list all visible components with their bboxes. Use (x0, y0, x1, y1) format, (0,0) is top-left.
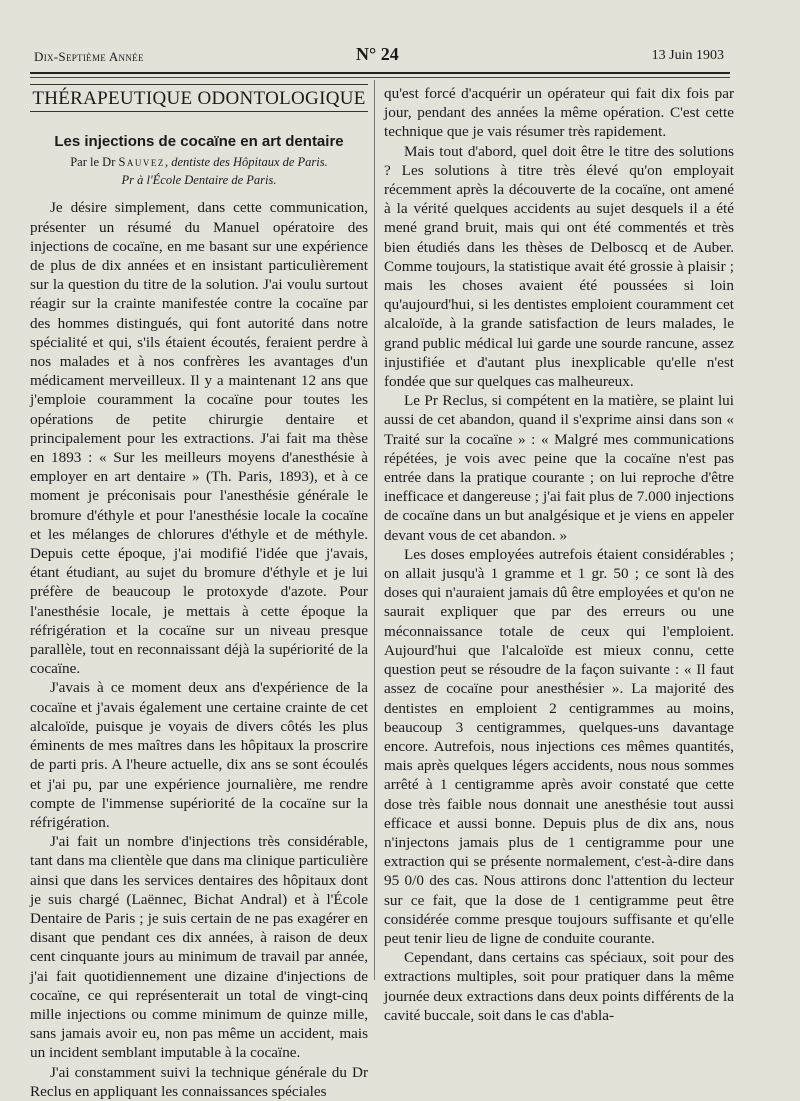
left-column (30, 84, 368, 1101)
left-paragraph: J'ai fait un nombre d'injections très considérable, tant dans ma clientèle que dans ma clinique particulière ainsi que dans les services dentaires des hôpitaux dont je suis chargé (Laënnec, Bichat Andral) et à l'École Dentaire de Paris ; je suis certain de ne pas exagérer en disant que pendant ces dix années, à raison de deux cent cinquante jours au minimum de travail par année, j'ai fait quotidiennement une dizaine d'injections de cocaïne, ce qui représenterait un total de vingt-cinq mille injections ou comme minimum de quinze mille, sans jamais avoir eu, non pas même un accident, mais un incident semblant imputable à la cocaïne. (30, 833, 368, 1062)
right-column (384, 84, 734, 1025)
right-paragraph: qu'est forcé d'acquérir un opérateur qui fait dix fois par jour, pendant des années la même opération. C'est cette technique que je vais résumer très rapidement. (384, 85, 734, 141)
section-title: THÉRAPEUTIQUE ODONTOLOGIQUE (30, 84, 368, 112)
header-issue-number: N° 24 (356, 44, 399, 64)
left-paragraph: J'avais à ce moment deux ans d'expérience de la cocaïne et j'avais également une certaine crainte de cet alcaloïde, puisque je voyais de divers côtés les plus éminents de mes maîtres dans les hôpitaux la proscrire de parti pris. A l'heure actuelle, dix ans se sont écoulés et j'ai pu, par une expérience journalière, me rendre compte de l'immense supériorité de la cocaïne sur la réfrigération. (30, 679, 368, 831)
author-role-secondary: Pr à l'École Dentaire de Paris. (121, 173, 277, 188)
author-role: , dentiste des Hôpitaux de Paris. (164, 155, 328, 170)
header-rule (30, 72, 730, 78)
article-title: Les injections de cocaïne en art dentaire (54, 133, 344, 151)
right-paragraph: Les doses employées autrefois étaient considérables ; on allait jusqu'à 1 gramme et 1 gr. 50 ; ce sont là des doses qui n'auraient jamais dû être employées et qu'on ne saurait expliquer que par des erreurs ou une méconnaissance totale de ceux qui l'emploient. Aujourd'hui que l'alcaloïde est mieux connu, cette question peut se résoudre de la façon suivante : « Il faut assez de cocaïne pour anesthésier ». La majorité des dentistes en emploient 2 centigrammes au moins, beaucoup 3 centigrammes, quelques-uns davantage encore. Autrefois, nous injections ces mêmes quantités, mais après quelques légers accidents, nous nous sommes arrêté à 1 centigramme après avoir constaté que cette dose très faible nous donnait une anesthésie tout aussi efficace et aussi bonne. Depuis plus de dix ans, nous n'injectons jamais plus de 1 centigramme pour une extraction qui se présente normalement, c'est-à-dire dans 95 0/0 des cas. Nous attirons donc l'attention du lecteur sur ce fait, que la dose de 1 centigramme peut être considérée comme presque toujours suffisante et qu'elle peut tenir lieu de ligne de conduite courante. (384, 545, 734, 947)
column-divider (374, 80, 375, 980)
left-paragraph: J'ai constamment suivi la technique générale du Dr Reclus en appliquant les connaissances spéciales (30, 1063, 368, 1100)
header-date: 13 Juin 1903 (651, 48, 724, 63)
left-paragraph: Je désire simplement, dans cette communication, présenter un résumé du Manuel opératoire des injections de cocaïne, en me basant sur une expérience de plus de dix années et en insistant particulièrement sur la question du titre de la solution. J'ai voulu surtout réagir sur la crainte manifestée contre la cocaïne par des hommes distingués, qui font autorité dans notre spécialité et qui, s'ils étaient écoutés, feraient perdre à nos malades et à nos confrères les avantages d'un médicament merveilleux. Il y a maintenant 12 ans que j'emploie couramment la cocaïne pour toutes les opérations de petite chirurgie dentaire et principalement pour les extractions. J'ai fait ma thèse en 1893 : « Sur les meilleurs moyens d'anesthésie à employer en art dentaire » (Th. Paris, 1893), et à ce moment je préconisais pour l'anesthésie générale le bromure d'éthyle et pour l'anesthésie locale la cocaïne et les mélanges de chlorures d'éthyle et de méthyle. Depuis cette époque, j'ai modifié l'idée que j'avais, étant étudiant, au sujet du bromure d'éthyle et je lui préfère de beaucoup le protoxyde d'azote. Pour l'anesthésie locale, je mettais à cette époque la réfrigération et la cocaïne sur un niveau presque parallèle, tout en reconnaissant déjà la supériorité de la cocaïne. (30, 199, 368, 678)
page-header (34, 44, 724, 68)
right-paragraph: Mais tout d'abord, quel doit être le titre des solutions ? Les solutions à titre très élevé qu'on employait récemment après la découverte de la cocaïne, ont amené à la vérité quelques accidents au sujet desquels il a été mené grand bruit, mais qui ont été commentés et très bien étudiés dans les thèses de Delboscq et de Auber. Comme toujours, la statistique avait été grossie à plaisir ; mais les choses avaient été poussées si loin qu'aujourd'hui, si les dentistes emploient couramment cet alcaloïde, à la grande satisfaction de leurs malades, le grand public médical lui garde une sourde rancune, assez injustifiée et d'autant plus inexplicable qu'elle n'est fondée que sur quelques cas malheureux. (384, 142, 734, 391)
byline-prefix: Par le Dr (70, 155, 116, 170)
header-volume: Dix-Septième Année (34, 49, 144, 64)
right-paragraph: Cependant, dans certains cas spéciaux, soit pour des extractions multiples, soit pour pratiquer dans la même journée deux extractions dans deux points différents de la cavité buccale, soit dans le cas d'abla- (384, 949, 734, 1024)
author-name: Sauvez (118, 155, 165, 170)
right-paragraph: Le Pr Reclus, si compétent en la matière, se plaint lui aussi de cet abandon, quand il s'exprime ainsi dans son « Traité sur la cocaïne » : « Malgré mes communications répétées, je vois avec peine que la cocaïne n'est pas entrée dans la pratique courante ; on lui reproche d'être inefficace et dangereuse ; j'ai fait plus de 7.000 injections de cocaïne dans un but analgésique et je viens en appeler devant vous de cet abandon. » (384, 392, 734, 544)
article-byline (30, 155, 368, 170)
